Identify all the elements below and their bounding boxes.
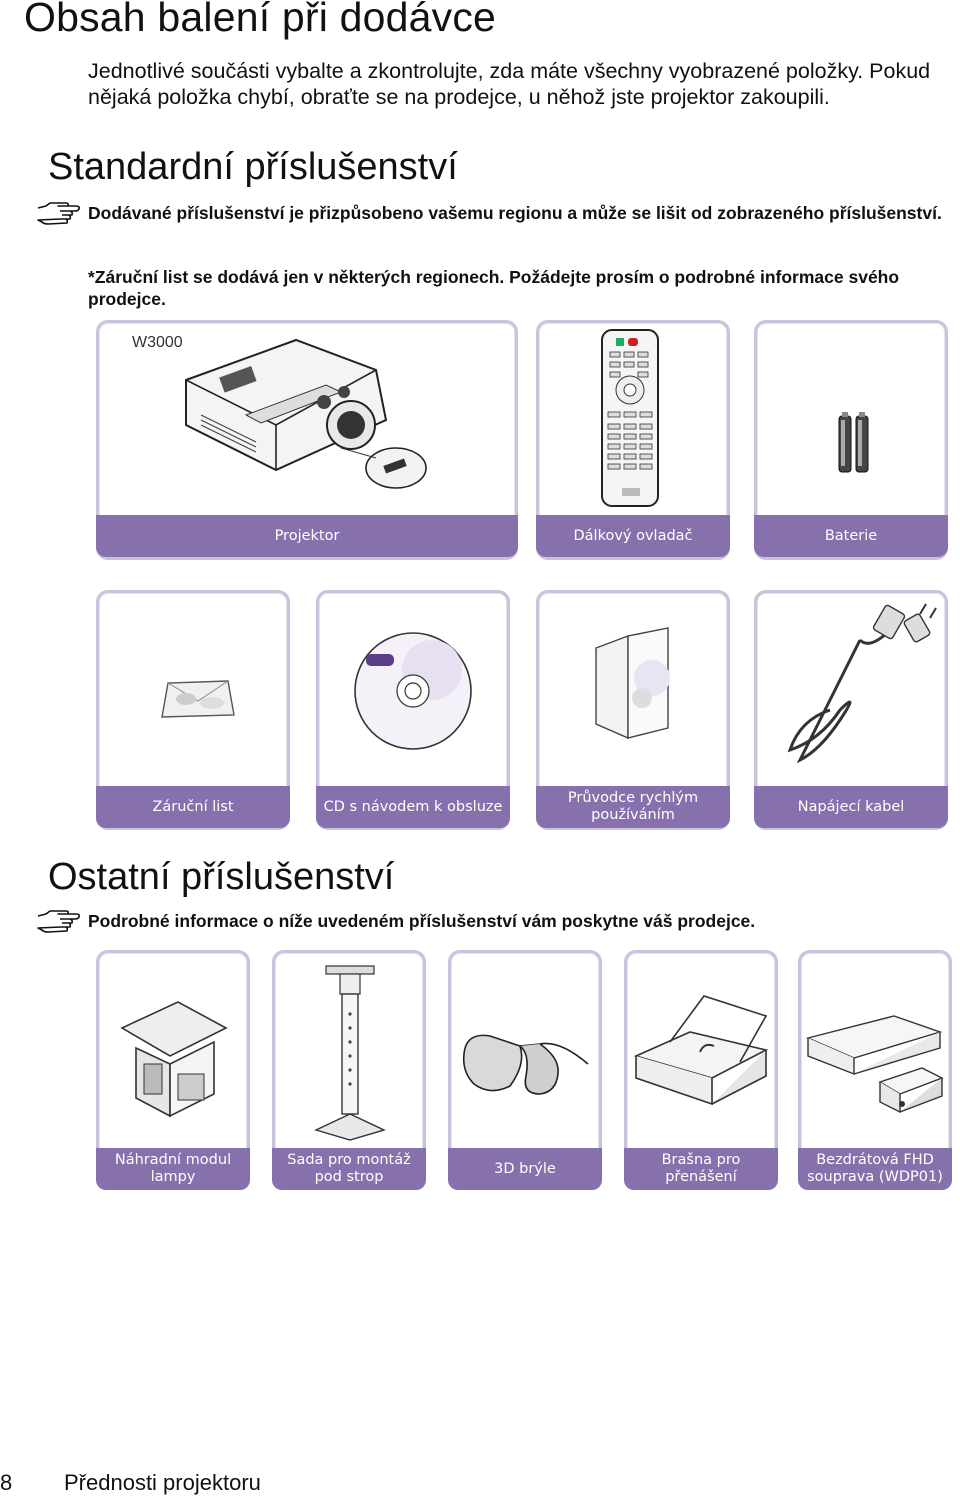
label-lamp-module-text: Náhradní modul lampy [114, 1152, 232, 1185]
label-carry-case-text: Brašna pro přenášení [661, 1152, 741, 1185]
label-glasses [448, 1148, 602, 1190]
wireless-kit-image [804, 1008, 944, 1120]
label-cd [316, 786, 510, 828]
pointing-hand-icon [36, 200, 82, 228]
pointing-hand-icon [36, 908, 82, 936]
label-projector-text: Projektor [274, 527, 340, 544]
label-glasses-text: 3D brýle [494, 1160, 556, 1177]
label-cd-text: CD s návodem k obsluze [323, 798, 503, 815]
label-projector [96, 515, 518, 557]
optional-note: Podrobné informace o níže uvedeném příslušenství vám poskytne váš prodejce. [88, 911, 756, 931]
projector-image [176, 330, 416, 500]
label-quick-guide [536, 786, 730, 828]
footer-section: Přednosti projektoru [64, 1470, 261, 1495]
cd-image [352, 630, 474, 752]
standard-heading: Standardní příslušenství [48, 146, 458, 188]
label-wireless-kit-text: Bezdrátová FHD souprava (WDP01) [807, 1152, 943, 1185]
lamp-module-image [118, 998, 230, 1118]
label-remote-text: Dálkový ovladač [573, 527, 693, 544]
label-wireless-kit [798, 1148, 952, 1190]
label-ceiling-mount [272, 1148, 426, 1190]
label-batteries [754, 515, 948, 557]
page-number: 8 [0, 1470, 13, 1495]
batteries-image [836, 410, 872, 476]
label-power-cable [754, 786, 948, 828]
label-remote [536, 515, 730, 557]
carry-case-image [630, 992, 772, 1112]
remote-control-image [600, 328, 662, 510]
label-warranty [96, 786, 290, 828]
warranty-card-image [158, 675, 238, 723]
power-cable-image [770, 600, 940, 770]
label-lamp-module [96, 1148, 250, 1190]
intro-text: Jednotlivé součásti vybalte a zkontrolujte, zda máte všechny vyobrazené položky. Pokud nějaká položka chybí, obraťte se na prodejce, u něhož jste projektor zakoupili. [88, 59, 931, 109]
label-power-cable-text: Napájecí kabel [797, 798, 905, 815]
standard-note: Dodávané příslušenství je přizpůsobeno vašemu regionu a může se lišit od zobrazeného příslušenství. [88, 203, 942, 223]
model-label: W3000 [132, 334, 183, 351]
label-warranty-text: Záruční list [152, 798, 234, 815]
quick-guide-image [592, 628, 672, 746]
optional-heading: Ostatní příslušenství [48, 856, 395, 898]
ceiling-mount-image [310, 964, 390, 1142]
warranty-note: *Záruční list se dodává jen v některých regionech. Požádejte prosím o podrobné informace svého prodejce. [88, 267, 900, 309]
label-batteries-text: Baterie [824, 527, 878, 544]
page-title: Obsah balení při dodávce [24, 0, 497, 40]
3d-glasses-image [460, 1024, 592, 1100]
label-quick-guide-text: Průvodce rychlým používáním [567, 790, 699, 823]
label-ceiling-mount-text: Sada pro montáž pod strop [287, 1152, 411, 1185]
label-carry-case [624, 1148, 778, 1190]
